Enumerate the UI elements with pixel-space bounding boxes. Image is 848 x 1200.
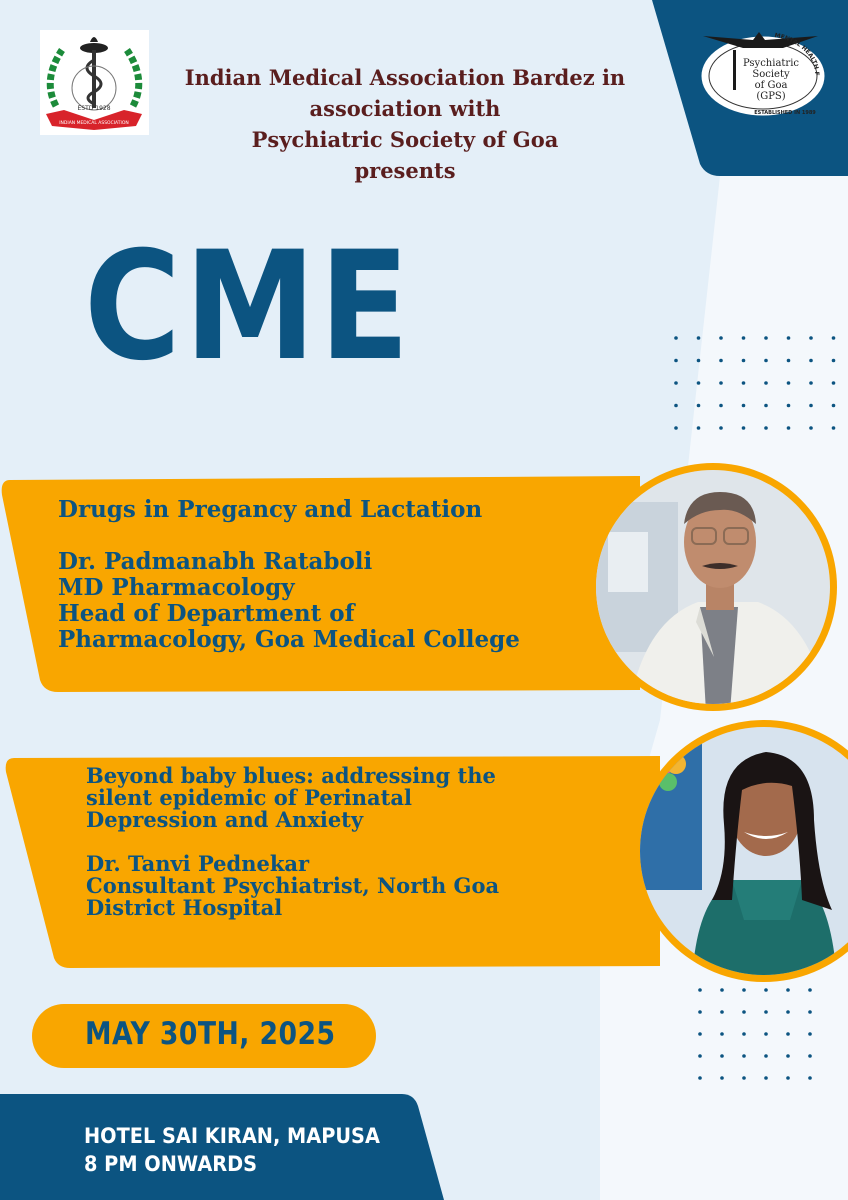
decor-dot bbox=[764, 1032, 768, 1036]
decor-dot bbox=[697, 359, 701, 363]
venue-block bbox=[84, 1122, 380, 1178]
decor-dot bbox=[787, 404, 791, 408]
talk-1-role-line-1: Head of Department of bbox=[58, 600, 355, 627]
decor-dot bbox=[764, 381, 768, 385]
talk-2-title-line-2: silent epidemic of Perinatal bbox=[86, 785, 412, 810]
decor-dot bbox=[698, 1032, 702, 1036]
decor-dot bbox=[697, 404, 701, 408]
gps-logo-line1: Psychiatric bbox=[742, 58, 800, 69]
talk-2-title-line-3: Depression and Anxiety bbox=[86, 807, 364, 832]
decor-dot bbox=[764, 1010, 768, 1014]
talk-2-title-line-1: Beyond baby blues: addressing the bbox=[86, 763, 496, 788]
decor-dot bbox=[787, 381, 791, 385]
event-type-title: CME bbox=[84, 220, 413, 394]
decor-dot bbox=[742, 381, 746, 385]
decor-dot bbox=[809, 381, 813, 385]
talk-1-speaker: Dr. Padmanabh Rataboli bbox=[58, 548, 373, 575]
decor-dot bbox=[832, 381, 836, 385]
decor-dot bbox=[720, 1032, 724, 1036]
decor-dot bbox=[674, 381, 678, 385]
decor-dot bbox=[809, 404, 813, 408]
decor-dot bbox=[674, 359, 678, 363]
gps-logo-line3: of Goa bbox=[754, 80, 788, 91]
decor-dot bbox=[697, 381, 701, 385]
decor-dot bbox=[698, 988, 702, 992]
decor-dot bbox=[808, 1032, 812, 1036]
talk-2-role-line-2: District Hospital bbox=[86, 895, 283, 920]
decor-dot bbox=[786, 1076, 790, 1080]
header-line-4: presents bbox=[354, 158, 456, 183]
header-line-1: Indian Medical Association Bardez in bbox=[184, 65, 626, 90]
gps-logo bbox=[693, 30, 828, 118]
decor-dot bbox=[674, 336, 678, 340]
speaker-photo-pednekar bbox=[632, 720, 848, 982]
header-line-2: association with bbox=[309, 96, 501, 121]
decor-dot bbox=[764, 336, 768, 340]
decor-dot bbox=[720, 988, 724, 992]
decor-dot bbox=[742, 1032, 746, 1036]
decor-dot bbox=[674, 426, 678, 430]
decor-dot bbox=[742, 1010, 746, 1014]
decor-dot bbox=[719, 336, 723, 340]
decor-dot bbox=[809, 426, 813, 430]
decor-dot bbox=[720, 1054, 724, 1058]
decor-dot bbox=[698, 1076, 702, 1080]
decor-dot bbox=[832, 359, 836, 363]
decor-dot bbox=[697, 426, 701, 430]
talk-2-speaker: Dr. Tanvi Pednekar bbox=[86, 851, 310, 876]
decor-dot bbox=[787, 359, 791, 363]
gps-logo-arc-bottom: ESTABLISHED IN 1989 bbox=[754, 110, 816, 116]
decor-dot bbox=[764, 359, 768, 363]
decor-dot bbox=[787, 426, 791, 430]
ima-logo-year: ESTD 1928 bbox=[77, 105, 111, 112]
decor-dot bbox=[720, 1010, 724, 1014]
header-line-3: Psychiatric Society of Goa bbox=[251, 127, 559, 152]
decor-dot bbox=[742, 359, 746, 363]
talk-1-title: Drugs in Pregancy and Lactation bbox=[58, 496, 483, 523]
talk-2-block bbox=[86, 765, 499, 919]
decor-dot bbox=[742, 1076, 746, 1080]
decor-dot bbox=[742, 336, 746, 340]
gps-logo-arc-top: MENTAL HEALTH F bbox=[773, 31, 821, 76]
organizer-header bbox=[150, 62, 660, 186]
event-date: MAY 30TH, 2025 bbox=[85, 1016, 336, 1052]
decor-dot bbox=[786, 988, 790, 992]
decor-dot bbox=[742, 404, 746, 408]
decor-dot bbox=[697, 336, 701, 340]
decor-dot bbox=[719, 426, 723, 430]
gps-logo-line2: Society bbox=[752, 69, 790, 80]
venue-time: 8 PM ONWARDS bbox=[84, 1152, 258, 1176]
decor-dot bbox=[720, 1076, 724, 1080]
decor-dot bbox=[808, 988, 812, 992]
talk-1-role-line-2: Pharmacology, Goa Medical College bbox=[58, 626, 520, 653]
decor-dot bbox=[698, 1010, 702, 1014]
venue-place: HOTEL SAI KIRAN, MAPUSA bbox=[84, 1124, 380, 1148]
decor-dot bbox=[786, 1010, 790, 1014]
decor-dot bbox=[764, 1054, 768, 1058]
talk-1-block bbox=[58, 497, 520, 653]
decor-dot bbox=[742, 988, 746, 992]
decor-dot bbox=[674, 404, 678, 408]
decor-dot bbox=[808, 1010, 812, 1014]
decor-dot bbox=[698, 1054, 702, 1058]
decor-dot bbox=[719, 359, 723, 363]
decor-dot bbox=[786, 1054, 790, 1058]
decor-dot bbox=[786, 1032, 790, 1036]
ima-logo bbox=[40, 30, 149, 135]
decor-dot bbox=[719, 381, 723, 385]
decor-dot bbox=[764, 404, 768, 408]
ima-logo-ribbon-text: INDIAN MEDICAL ASSOCIATION bbox=[59, 121, 129, 126]
talk-1-qualification: MD Pharmacology bbox=[58, 574, 295, 601]
decor-dot bbox=[742, 1054, 746, 1058]
decor-dot bbox=[764, 426, 768, 430]
decor-dot bbox=[742, 426, 746, 430]
gps-logo-line4: (GPS) bbox=[756, 91, 786, 102]
decor-dot bbox=[832, 426, 836, 430]
decor-dot bbox=[832, 336, 836, 340]
decor-dot bbox=[808, 1054, 812, 1058]
decor-dot bbox=[787, 336, 791, 340]
decor-dot bbox=[809, 336, 813, 340]
decor-dot bbox=[809, 359, 813, 363]
decor-dot bbox=[832, 404, 836, 408]
talk-2-role-line-1: Consultant Psychiatrist, North Goa bbox=[86, 873, 500, 898]
decor-dot bbox=[808, 1076, 812, 1080]
decor-dot bbox=[764, 988, 768, 992]
decor-dot bbox=[764, 1076, 768, 1080]
speaker-photo-rataboli bbox=[588, 462, 838, 712]
decor-dot bbox=[719, 404, 723, 408]
